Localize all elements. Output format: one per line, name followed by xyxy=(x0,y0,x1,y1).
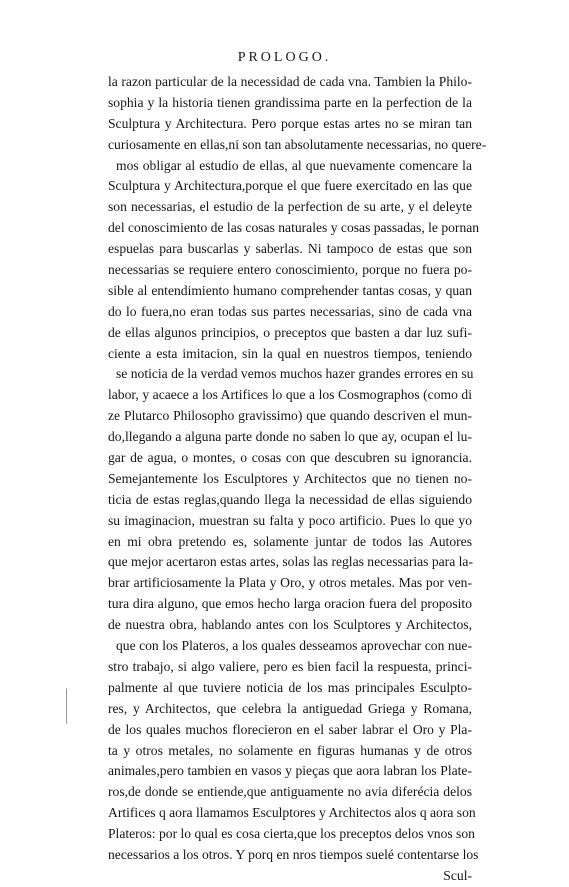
text-line: sophia y la historia tienen grandissima parte en la perfection de la xyxy=(108,94,472,110)
text-line: la razon particular de la necessidad de cada vna. Tambien la Philo- xyxy=(108,74,472,89)
text-line: se noticia de la verdad vemos muchos hazer grandes errores en su xyxy=(116,366,474,382)
text-line: animales,pero tambien en vasos y pieças que aora labran los Plate- xyxy=(108,763,472,779)
text-line: stro trabajo, si algo valiere, pero es bien facil la respuesta, princi- xyxy=(108,658,472,674)
text-line: ros,de donde se entiende,que antiguamente no avia diferécia delos xyxy=(108,784,472,800)
text-line: ta y otros metales, no solamente en figuras humanas y de otros xyxy=(108,742,472,758)
text-line: de nuestra obra, hablando antes con los Sculptores y Architectos, xyxy=(108,617,472,633)
text-line: necessarios a los otros. Y porq en nros tiempos suelé contentarse los xyxy=(108,846,479,862)
body-text xyxy=(108,72,487,887)
text-line: mos obligar al estudio de ellas, al que nuevamente comencare la xyxy=(116,157,472,173)
text-line: Artifices q aora llamamos Esculptores y Architectos alos q aora son xyxy=(108,805,476,821)
running-head: PROLOGO. xyxy=(237,50,332,65)
text-line: Sculptura y Architectura. Pero porque estas artes no se miran tan xyxy=(108,115,472,131)
text-line: espuelas para buscarlas y saberlas. Ni tampoco de estas que son xyxy=(108,241,472,257)
text-line: res, y Architectos, que celebra la antiguedad Griega y Romana, xyxy=(108,700,472,716)
text-line: gar de agua, o montes, o cosas con que descubren su ignorancia. xyxy=(108,450,472,466)
text-line: de ellas algunos principios, o preceptos que basten a dar luz sufi- xyxy=(108,324,472,340)
margin-mark xyxy=(66,688,69,724)
text-line: necessarias se requiere entero conoscimiento, porque no fuera po- xyxy=(108,262,472,278)
text-line: de los quales muchos florecieron en el saber labrar el Oro y Pla- xyxy=(108,721,472,737)
text-line: ticia de estas reglas,quando llega la necessidad de ellas siguiendo xyxy=(108,491,472,507)
text-line: sible al entendimiento humano comprehender tantas cosas, y quan xyxy=(108,282,472,298)
catchword: Scul- xyxy=(443,867,472,883)
text-line: que mejor acertaron estas artes, solas las reglas necessarias para la- xyxy=(108,554,473,570)
text-line: Plateros: por lo qual es cosa cierta,que los preceptos delos vnos son xyxy=(108,826,475,842)
text-line: ciente a esta imitacion, sin la qual en nuestros tiempos, teniendo xyxy=(108,345,472,361)
text-line: do lo fuera,no eran todas sus partes necessarias, sino de cada vna xyxy=(108,303,472,319)
text-line: labor, y acaece a los Artifices lo que a los Cosmographos (como di xyxy=(108,387,472,403)
text-line: que con los Plateros, a los quales desseamos aprovechar con nue- xyxy=(116,638,472,654)
text-line: palmente al que tuviere noticia de los mas principales Esculpto- xyxy=(108,679,472,695)
text-line: Sculptura y Architectura,porque el que fuere exercitado en las que xyxy=(108,178,472,194)
text-line: curiosamente en ellas,ni son tan absolutamente necessarias, no quere- xyxy=(108,136,487,152)
text-line: del conoscimiento de las cosas naturales y cosas passadas, le pornan xyxy=(108,220,480,236)
text-line: en mi obra pretendo es, solamente juntar de todos las Autores xyxy=(108,533,472,549)
text-line: brar artificiosamente la Plata y Oro, y otros metales. Mas por ven- xyxy=(108,575,472,591)
text-line: ze Plutarco Philosopho gravissimo) que quando descriven el mun- xyxy=(108,408,472,424)
text-line: tura dira alguno, que emos hecho larga oracion fuera del proposito xyxy=(108,596,472,612)
text-line: Semejantemente los Esculptores y Architectos que no tienen no- xyxy=(108,470,472,486)
text-line: su imaginacion, muestran su falta y poco artificio. Pues lo que yo xyxy=(108,512,472,528)
text-line: son necessarias, el estudio de la perfection de su arte, y el deleyte xyxy=(108,199,472,215)
text-line: do,llegando a alguna parte donde no saben lo que ay, ocupan el lu- xyxy=(108,429,472,445)
